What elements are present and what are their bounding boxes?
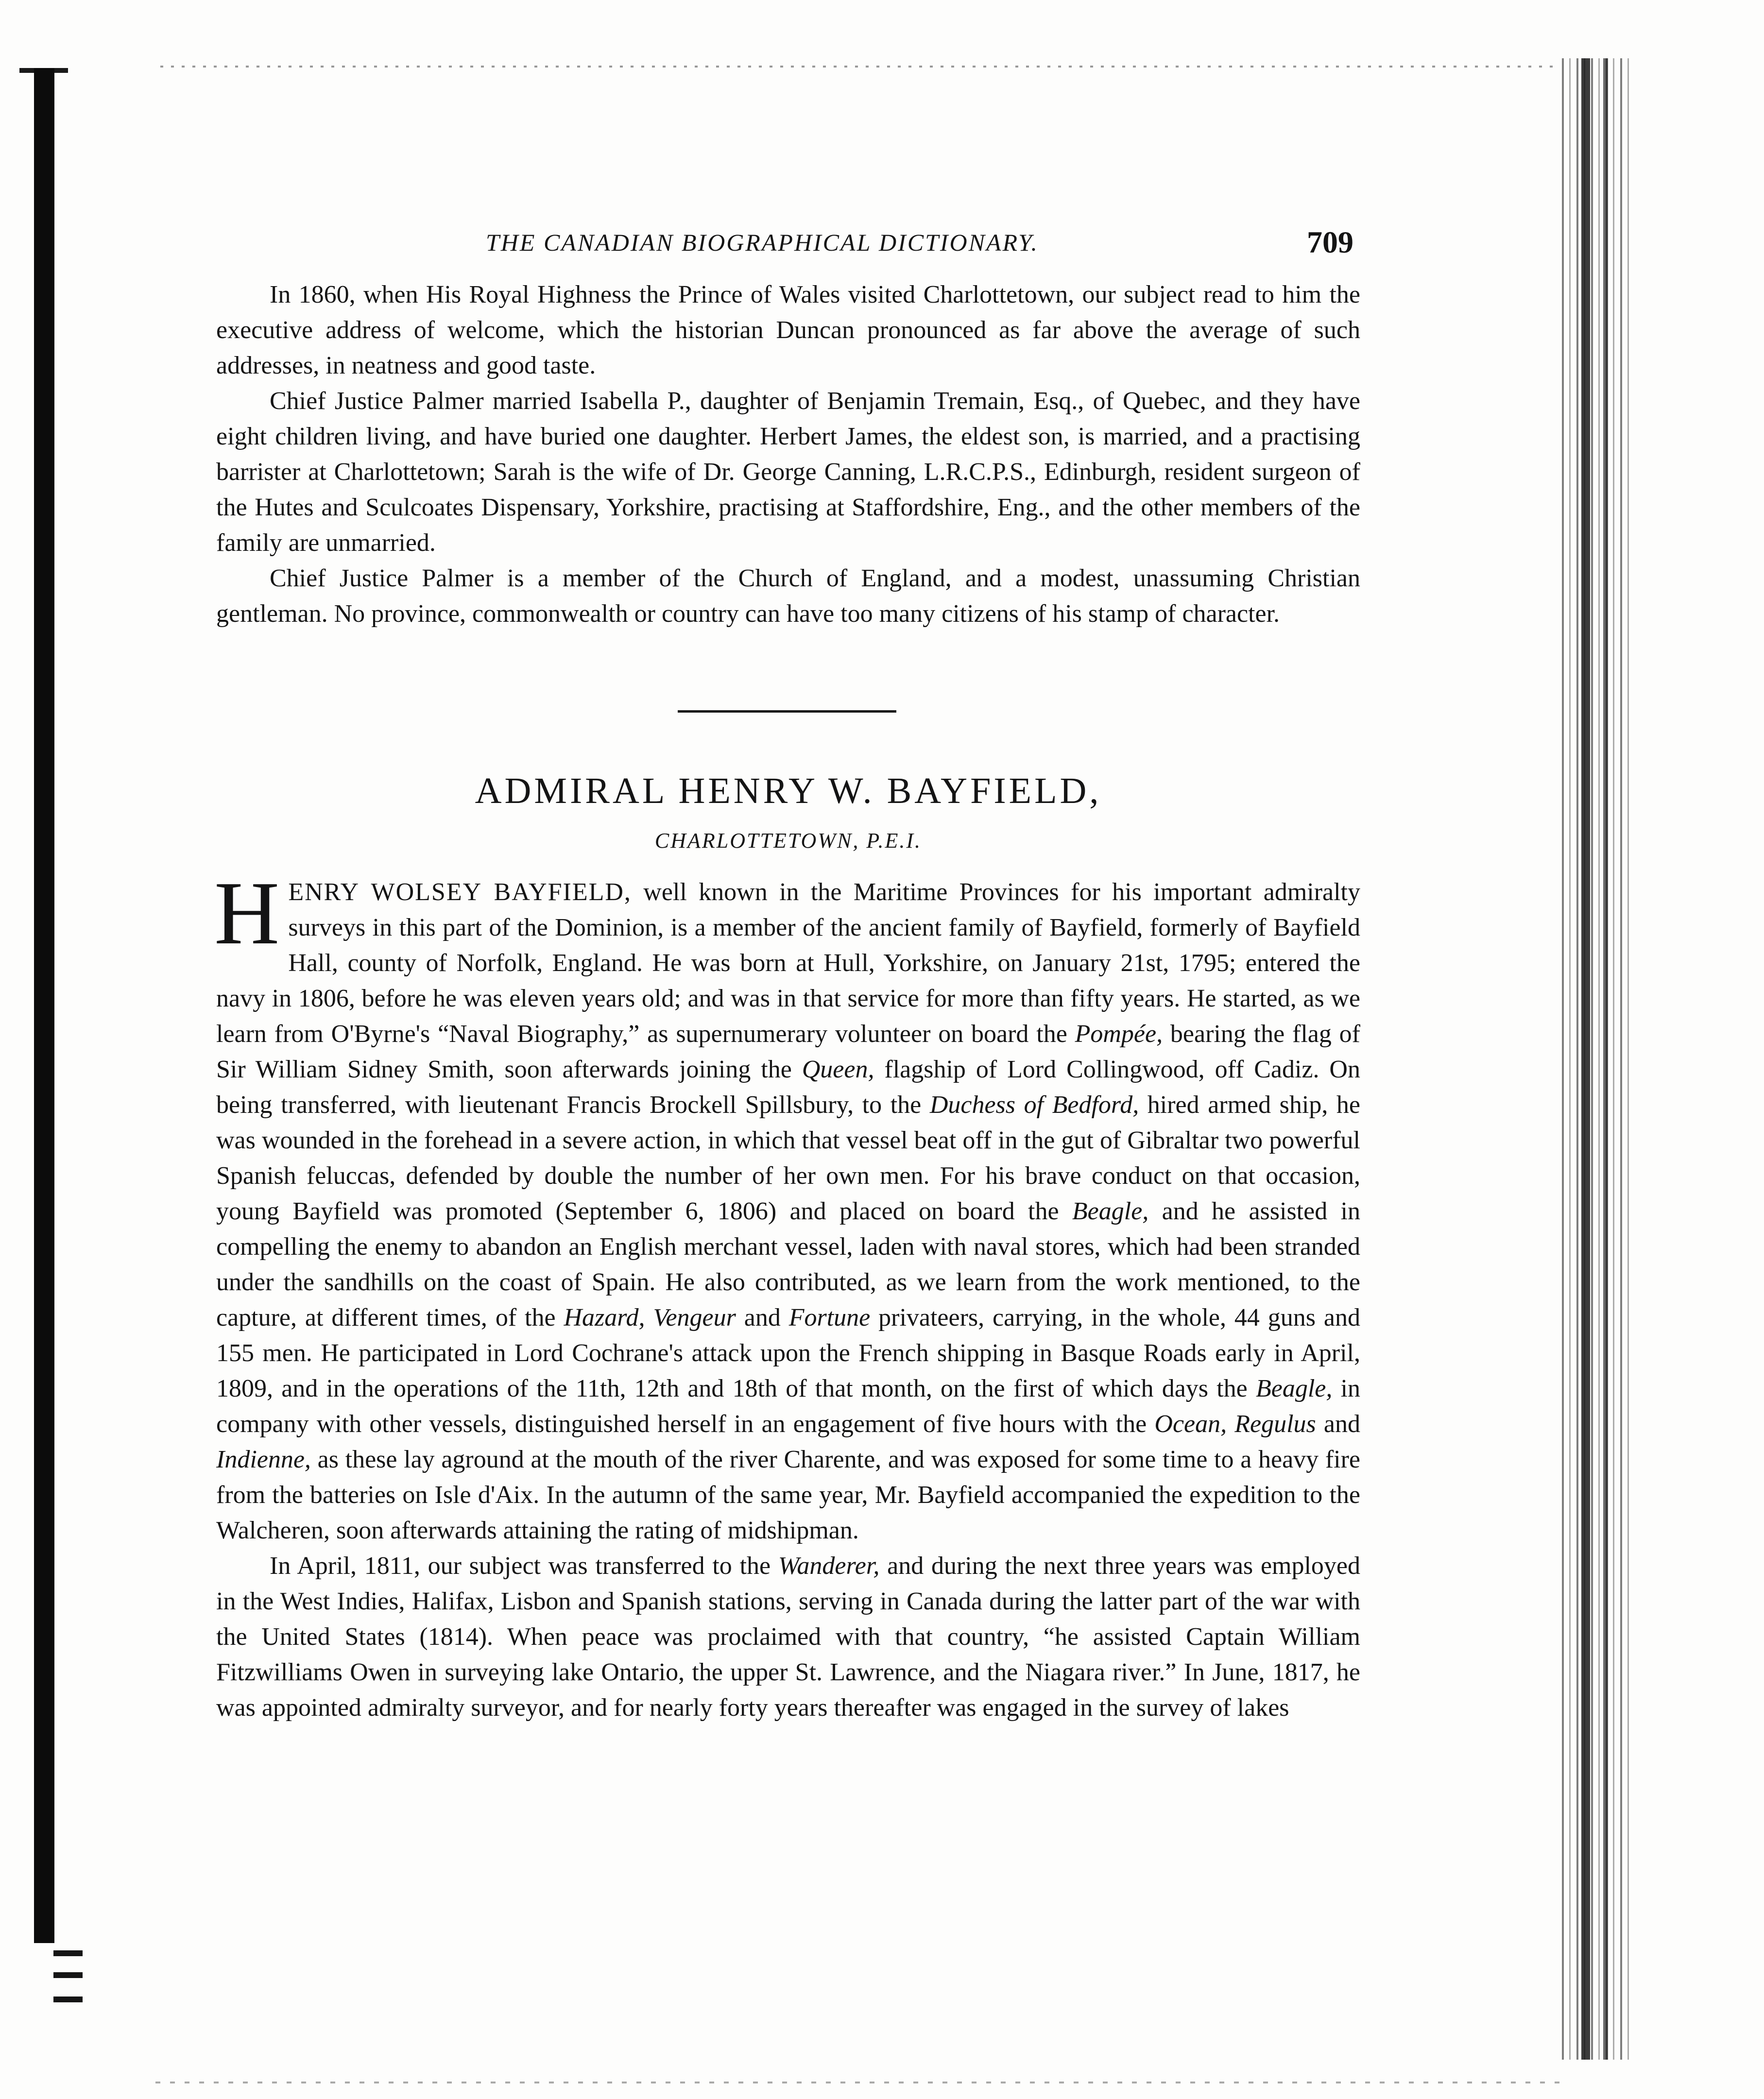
text-run: and <box>1316 1410 1360 1438</box>
text-run: bearing the flag of Sir William Sidney Smith, soon afterwards joining the <box>216 1020 1360 1083</box>
drop-cap: H <box>214 863 280 963</box>
scan-artifact-right-edge-dark <box>1581 58 1590 2060</box>
paragraph: Chief Justice Palmer married Isabella P., daughter of Benjamin Tremain, Esq., of Quebec, and they have eight children living, and have buried one daughter. Herbert James, the eldest son, is married, and a practising barrister at Charlottetown; Sarah is the wife of Dr. George Canning, L.R.C.P.S., Edinburgh, resident surgeon of the Hutes and Sculcoates Dispensary, Yorkshire, practising at Staffordshire, Eng., and the other members of the family are unmarried. <box>216 387 1360 557</box>
paragraph: In 1860, when His Royal Highness the Prince of Wales visited Charlottetown, our subject read to him the executive address of welcome, which the historian Duncan pronounced as far above the average of such addresses, in neatness and good taste. <box>216 281 1360 379</box>
section-divider-rule <box>678 710 896 713</box>
ship-name: Queen, <box>802 1056 874 1083</box>
text-run: In April, 1811, our subject was transferred to the <box>270 1552 778 1580</box>
article-subtitle: CHARLOTTETOWN, P.E.I. <box>654 829 922 853</box>
ship-name: Indienne, <box>216 1446 311 1473</box>
ship-name: Ocean, Regulus <box>1154 1410 1316 1438</box>
scan-artifact-right-edge-dark <box>1603 58 1608 2060</box>
scan-artifact-left-dash <box>53 1950 83 1956</box>
text-run: and he assisted in compelling the enemy to abandon an English merchant vessel, laden with naval stores, which had been stranded under the sandhills on the coast of Spain. He also contributed, as we learn from the work mentioned, to the capture, at different times, of the <box>216 1197 1360 1331</box>
text-run: hired armed ship, he was wounded in the forehead in a severe action, in which that vessel beat off in the gut of Gibraltar two powerful Spanish feluccas, defended by double the number of her own men. For his brave conduct on that occasion, young Bayfield was promoted (September 6, 1806) and placed on board the <box>216 1091 1361 1225</box>
text-run: as these lay aground at the mouth of the river Charente, and was exposed for some time to a heavy fire from the batteries on Isle d'Aix. In the autumn of the same year, Mr. Bayfield accompanied the expedition to the Walcheren, soon afterwards attaining the rating of midshipman. <box>216 1446 1360 1544</box>
paragraph <box>216 1548 1360 1725</box>
text-run: and <box>736 1304 789 1331</box>
scan-artifact-left-dash <box>53 1972 83 1978</box>
page-number: 709 <box>1307 225 1353 259</box>
paragraph: Chief Justice Palmer is a member of the Church of England, and a modest, unassuming Christian gentleman. No province, commonwealth or country can have too many citizens of his stamp of character. <box>216 564 1360 628</box>
running-head: THE CANADIAN BIOGRAPHICAL DICTIONARY. <box>486 229 1039 256</box>
ship-name: Wanderer, <box>778 1552 880 1580</box>
ship-name: Duchess of Bedford, <box>929 1091 1139 1119</box>
text-run: and during the next three years was employed in the West Indies, Halifax, Lisbon and Spanish stations, serving in Canada during the latter part of the war with the United States (1814). When peace was proclaimed with that country, “he assisted Captain William Fitzwilliams Owen in surveying lake Ontario, the upper St. Lawrence, and the Niagara river.” In June, 1817, he was appointed admiralty surveyor, and for nearly forty years thereafter was engaged in the survey of lakes <box>216 1552 1360 1722</box>
ship-name: Fortune <box>788 1304 871 1331</box>
text-run: well known in the Maritime Provinces for his important admiralty surveys in this part of the Dominion, is a member of the ancient family of Bayfield, formerly of Bayfield Hall, county of Norfolk, England. He was born at Hull, Yorkshire, on January 21st, 1795; entered the navy in 1806, before he was eleven years old; and was in that service for more than fifty years. He started, as we learn from O'Byrne's “Naval Biography,” as supernumerary volunteer on board the <box>216 878 1360 1048</box>
scan-artifact-left-bar <box>34 68 54 1943</box>
ship-name: Beagle, <box>1255 1375 1333 1402</box>
scan-artifact-left-dash <box>53 1997 83 2002</box>
ship-name: Beagle, <box>1072 1197 1149 1225</box>
article-title: ADMIRAL HENRY W. BAYFIELD, <box>475 770 1102 811</box>
previous-article-ending <box>216 277 1360 631</box>
ship-name: Pompée, <box>1075 1020 1163 1048</box>
scan-artifact-right-edge <box>1562 58 1635 2060</box>
scan-artifact-bottom-dots <box>155 2082 1564 2083</box>
scan-artifact-top-dots <box>160 66 1559 68</box>
ship-name: Hazard, Vengeur <box>564 1304 736 1331</box>
text-run: in company with other vessels, distinguished herself in an engagement of five hours with the <box>216 1375 1360 1438</box>
lead-name: ENRY WOLSEY BAYFIELD, <box>288 878 632 906</box>
article-body <box>214 863 1361 1725</box>
paragraph <box>214 863 1361 1548</box>
text-run: flagship of Lord Collingwood, off Cadiz. On being transferred, with lieutenant Francis Brockell Spillsbury, to the <box>216 1056 1360 1119</box>
text-run: privateers, carrying, in the whole, 44 guns and 155 men. He participated in Lord Cochrane's attack upon the French shipping in Basque Roads early in April, 1809, and in the operations of the 11th, 12th and 18th of that month, on the first of which days the <box>216 1304 1360 1402</box>
